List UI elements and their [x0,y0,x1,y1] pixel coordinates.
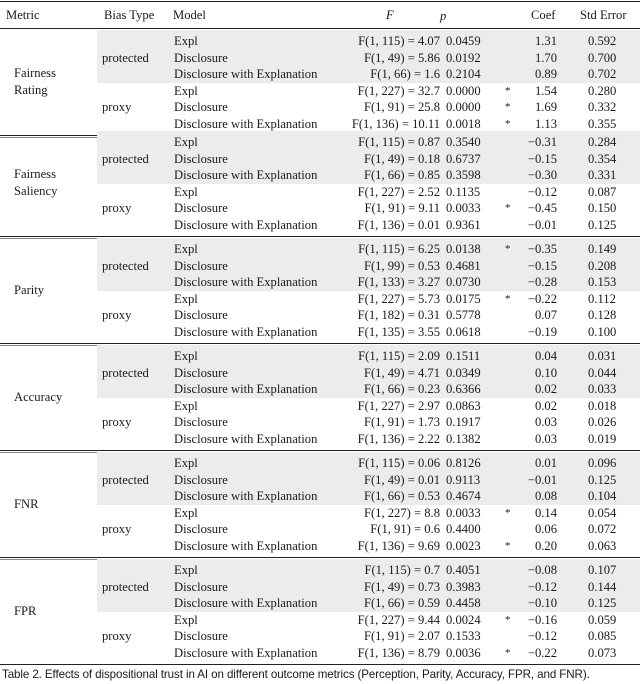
coef-cell: 0.03 [534,431,557,446]
coef-cell: 0.02 [534,398,557,413]
significance-star: * [505,292,511,305]
f-stat-cell: F(1, 227) = 32.7 [357,83,440,98]
std-error-cell: 0.700 [588,50,617,65]
std-error-cell: 0.331 [588,168,617,182]
std-error-cell: 0.702 [588,67,617,81]
bias-type-label: protected [102,579,149,594]
p-value-cell: 0.0036 [446,645,481,660]
p-value-cell: 0.1917 [446,415,481,429]
significance-star: * [505,101,511,113]
p-value-cell: 0.0730 [446,275,481,289]
significance-star: * [505,506,511,519]
coef-cell: −0.30 [527,168,557,182]
f-stat-cell: F(1, 91) = 1.73 [363,415,440,429]
coef-cell: −0.35 [527,242,557,256]
f-stat-cell: F(1, 136) = 10.11 [351,116,440,131]
model-cell: Disclosure with Explanation [174,324,318,339]
model-cell: Expl [174,34,198,48]
table-row [0,595,640,612]
coef-cell: 1.13 [534,116,557,131]
table-row [0,562,640,579]
std-error-cell: 0.144 [588,579,617,594]
table-row [0,66,640,83]
significance-star: * [505,243,511,255]
p-value-cell: 0.4681 [446,258,481,273]
std-error-cell: 0.125 [588,472,617,487]
f-stat-cell: F(1, 115) = 2.09 [358,349,440,363]
p-value-cell: 0.0033 [446,201,481,215]
f-stat-cell: F(1, 66) = 1.6 [370,67,440,81]
coef-cell: 0.20 [534,538,557,553]
p-value-cell: 0.1382 [446,431,481,446]
std-error-cell: 0.280 [588,83,617,98]
table-row [0,83,640,100]
header-metric: Metric [6,8,40,22]
model-cell: Disclosure with Explanation [174,645,318,660]
coef-cell: 0.07 [534,308,557,322]
model-cell: Disclosure with Explanation [174,67,318,81]
p-value-cell: 0.9113 [446,472,481,487]
model-cell: Disclosure with Explanation [174,116,318,131]
std-error-cell: 0.063 [588,538,617,553]
table-row [0,381,640,398]
coef-cell: −0.01 [527,217,557,232]
p-value-cell: 0.4674 [446,489,481,503]
p-value-cell: 0.4400 [446,522,481,536]
coef-cell: 1.69 [534,100,557,114]
coef-cell: −0.16 [527,612,557,627]
p-value-cell: 0.4051 [446,563,481,577]
f-stat-cell: F(1, 66) = 0.53 [363,489,440,503]
model-cell: Disclosure [174,258,228,273]
coef-cell: −0.10 [527,596,557,610]
model-cell: Disclosure [174,629,228,643]
table-row [0,50,640,67]
model-cell: Expl [174,184,198,199]
std-error-cell: 0.149 [588,242,617,256]
table-row [0,348,640,365]
p-value-cell: 0.0459 [446,34,481,48]
std-error-cell: 0.592 [588,34,617,48]
coef-cell: −0.28 [527,275,557,289]
coef-cell: −0.01 [527,472,557,487]
metric-label-line: Rating [14,83,48,97]
model-cell: Expl [174,505,198,520]
f-stat-cell: F(1, 227) = 8.8 [363,505,440,520]
f-stat-cell: F(1, 49) = 0.73 [363,579,440,594]
f-stat-cell: F(1, 66) = 0.85 [363,168,440,182]
model-cell: Disclosure with Explanation [174,489,318,503]
coef-cell: 0.03 [534,415,557,429]
std-error-cell: 0.026 [588,415,617,429]
table-row [0,324,640,341]
metric-label-line: Saliency [14,184,58,198]
table-row [0,398,640,415]
model-cell: Expl [174,83,198,98]
significance-star: * [505,202,511,214]
table-row [0,521,640,538]
metric-label-line: FNR [14,497,39,511]
f-stat-cell: F(1, 91) = 25.8 [363,100,440,114]
table-row [0,99,640,116]
metric-label-line: FPR [14,604,37,618]
coef-cell: 1.54 [534,83,557,98]
f-stat-cell: F(1, 91) = 0.6 [370,522,440,536]
bias-type-label: protected [102,365,149,380]
f-stat-cell: F(1, 136) = 0.01 [357,217,440,232]
table-row [0,538,640,555]
f-stat-cell: F(1, 91) = 2.07 [363,629,440,643]
std-error-cell: 0.332 [588,100,617,114]
std-error-cell: 0.044 [588,365,617,380]
f-stat-cell: F(1, 49) = 0.01 [363,472,440,487]
coef-cell: 1.70 [534,50,557,65]
model-cell: Disclosure [174,579,228,594]
table-row [0,291,640,308]
std-error-cell: 0.085 [588,629,617,643]
coef-cell: −0.15 [527,258,557,273]
coef-cell: 0.06 [534,522,557,536]
p-value-cell: 0.0618 [446,324,481,339]
f-stat-cell: F(1, 115) = 6.25 [358,242,440,256]
p-value-cell: 0.0192 [446,50,481,65]
std-error-cell: 0.125 [588,217,617,232]
significance-star: * [505,84,511,97]
table-row [0,184,640,201]
model-cell: Disclosure with Explanation [174,596,318,610]
table-caption: Table 2. Effects of dispositional trust in AI on different outcome metrics (Perception, Parity, Accuracy, FPR, and FNR). [2,668,590,681]
table-row [0,258,640,275]
model-cell: Disclosure [174,365,228,380]
model-cell: Disclosure [174,522,228,536]
model-cell: Expl [174,398,198,413]
std-error-cell: 0.018 [588,398,617,413]
model-cell: Disclosure [174,201,228,215]
model-cell: Disclosure [174,100,228,114]
table-row [0,612,640,629]
table-row [0,33,640,50]
f-stat-cell: F(1, 135) = 3.55 [357,324,440,339]
header-f: F [386,8,394,22]
f-stat-cell: F(1, 227) = 9.44 [357,612,440,627]
header-bias-type: Bias Type [104,8,155,22]
std-error-cell: 0.284 [588,135,617,149]
coef-cell: 0.04 [534,349,557,363]
coef-cell: −0.45 [527,201,557,215]
coef-cell: 0.10 [534,365,557,380]
model-cell: Disclosure [174,151,228,166]
std-error-cell: 0.125 [588,596,617,610]
std-error-cell: 0.059 [588,612,617,627]
std-error-cell: 0.096 [588,456,617,470]
coef-cell: −0.08 [527,563,557,577]
header-p: p [440,9,447,23]
p-value-cell: 0.0000 [446,100,481,114]
table-row [0,645,640,662]
f-stat-cell: F(1, 115) = 0.7 [364,563,440,577]
model-cell: Disclosure [174,50,228,65]
std-error-cell: 0.054 [588,505,617,520]
f-stat-cell: F(1, 136) = 8.79 [357,645,440,660]
p-value-cell: 0.0349 [446,365,481,380]
coef-cell: −0.22 [527,291,557,306]
f-stat-cell: F(1, 91) = 9.11 [364,201,440,215]
p-value-cell: 0.6366 [446,382,481,396]
table-row [0,579,640,596]
p-value-cell: 0.3983 [446,579,481,594]
header-std-error: Std Error [580,8,627,22]
std-error-cell: 0.208 [588,258,617,273]
p-value-cell: 0.1533 [446,629,481,643]
header-model: Model [173,8,206,22]
p-value-cell: 0.2104 [446,67,481,81]
table-row [0,455,640,472]
table-row [0,274,640,291]
significance-star: * [505,117,511,130]
coef-cell: 1.31 [534,34,557,48]
f-stat-cell: F(1, 136) = 9.69 [357,538,440,553]
model-cell: Expl [174,349,198,363]
std-error-cell: 0.150 [588,201,617,215]
model-cell: Expl [174,612,198,627]
model-cell: Disclosure [174,308,228,322]
p-value-cell: 0.9361 [446,217,481,232]
table-row [0,151,640,168]
bias-type-label: proxy [102,308,132,322]
std-error-cell: 0.031 [588,349,617,363]
std-error-cell: 0.104 [588,489,617,503]
model-cell: Expl [174,456,198,470]
f-stat-cell: F(1, 99) = 0.53 [363,258,440,273]
coef-cell: 0.01 [534,456,557,470]
f-stat-cell: F(1, 136) = 2.22 [357,431,440,446]
bias-type-label: protected [102,472,149,487]
coef-cell: 0.89 [534,67,557,81]
table-row [0,505,640,522]
std-error-cell: 0.107 [588,563,617,577]
table-row [0,472,640,489]
coef-cell: −0.31 [527,135,557,149]
bias-type-label: proxy [102,629,132,643]
bias-type-label: protected [102,258,149,273]
f-stat-cell: F(1, 115) = 0.87 [358,135,440,149]
p-value-cell: 0.0033 [446,505,481,520]
metric-group [0,451,640,558]
model-cell: Expl [174,242,198,256]
table-row [0,167,640,184]
model-cell: Disclosure with Explanation [174,168,318,182]
table-row [0,241,640,258]
significance-star: * [505,539,511,552]
model-cell: Disclosure with Explanation [174,382,318,396]
model-cell: Expl [174,291,198,306]
metric-label-line: Fairness [14,167,56,181]
significance-star: * [505,646,511,659]
p-value-cell: 0.0023 [446,538,481,553]
std-error-cell: 0.354 [588,151,617,166]
p-value-cell: 0.3598 [446,168,481,182]
p-value-cell: 0.0175 [446,291,481,306]
model-cell: Disclosure [174,472,228,487]
p-value-cell: 0.6737 [446,151,481,166]
table-row [0,200,640,217]
coef-cell: −0.15 [527,151,557,166]
std-error-cell: 0.153 [588,275,617,289]
table-row [0,431,640,448]
bias-type-label: protected [102,151,149,166]
header-coef: Coef [531,8,556,22]
table-row [0,307,640,324]
coef-cell: 0.02 [534,382,557,396]
p-value-cell: 0.1135 [446,184,481,199]
model-cell: Disclosure [174,415,228,429]
coef-cell: −0.22 [527,645,557,660]
table-row [0,365,640,382]
std-error-cell: 0.073 [588,645,617,660]
p-value-cell: 0.0024 [446,612,481,627]
std-error-cell: 0.100 [588,324,617,339]
f-stat-cell: F(1, 49) = 5.86 [363,50,440,65]
model-cell: Disclosure with Explanation [174,275,318,289]
table-row [0,488,640,505]
table-header [0,2,640,29]
bias-type-label: protected [102,50,149,65]
p-value-cell: 0.0138 [446,242,481,256]
table-row [0,628,640,645]
f-stat-cell: F(1, 227) = 5.73 [357,291,440,306]
std-error-cell: 0.087 [588,184,617,199]
metric-group [0,29,640,136]
p-value-cell: 0.4458 [446,596,481,610]
f-stat-cell: F(1, 49) = 4.71 [363,365,440,380]
p-value-cell: 0.3540 [446,135,481,149]
p-value-cell: 0.1511 [446,349,481,363]
coef-cell: 0.14 [534,505,557,520]
f-stat-cell: F(1, 227) = 2.52 [357,184,440,199]
model-cell: Expl [174,563,198,577]
coef-cell: −0.12 [527,184,557,199]
std-error-cell: 0.128 [588,308,617,322]
f-stat-cell: F(1, 227) = 2.97 [357,398,440,413]
coef-cell: 0.08 [534,489,557,503]
std-error-cell: 0.355 [588,116,617,131]
table-row [0,134,640,151]
f-stat-cell: F(1, 49) = 0.18 [363,151,440,166]
metric-label-line: Accuracy [14,390,63,404]
std-error-cell: 0.033 [588,382,617,396]
group-rule [0,664,640,665]
model-cell: Expl [174,135,198,149]
model-cell: Disclosure with Explanation [174,431,318,446]
table-row [0,414,640,431]
f-stat-cell: F(1, 133) = 3.27 [357,275,440,289]
f-stat-cell: F(1, 115) = 0.06 [358,456,440,470]
coef-cell: −0.12 [527,579,557,594]
std-error-cell: 0.072 [588,522,617,536]
bias-type-label: proxy [102,100,132,114]
bias-type-label: proxy [102,522,132,536]
table-row [0,217,640,234]
coef-cell: −0.12 [527,629,557,643]
bias-type-label: proxy [102,415,132,429]
metric-label-line: Parity [14,283,45,297]
metric-group [0,344,640,451]
coef-cell: −0.19 [527,324,557,339]
f-stat-cell: F(1, 66) = 0.59 [363,596,440,610]
p-value-cell: 0.0018 [446,116,481,131]
std-error-cell: 0.112 [588,291,616,306]
p-value-cell: 0.0863 [446,398,481,413]
significance-star: * [505,613,511,626]
bias-type-label: proxy [102,201,132,215]
model-cell: Disclosure with Explanation [174,217,318,232]
f-stat-cell: F(1, 115) = 4.07 [358,34,440,48]
p-value-cell: 0.8126 [446,456,481,470]
p-value-cell: 0.0000 [446,83,481,98]
metric-label-line: Fairness [14,66,56,80]
p-value-cell: 0.5778 [446,308,481,322]
metric-group [0,558,640,665]
std-error-cell: 0.019 [588,431,617,446]
metric-group [0,130,640,237]
f-stat-cell: F(1, 66) = 0.23 [363,382,440,396]
f-stat-cell: F(1, 182) = 0.31 [357,308,440,322]
metric-group [0,237,640,344]
model-cell: Disclosure with Explanation [174,538,318,553]
